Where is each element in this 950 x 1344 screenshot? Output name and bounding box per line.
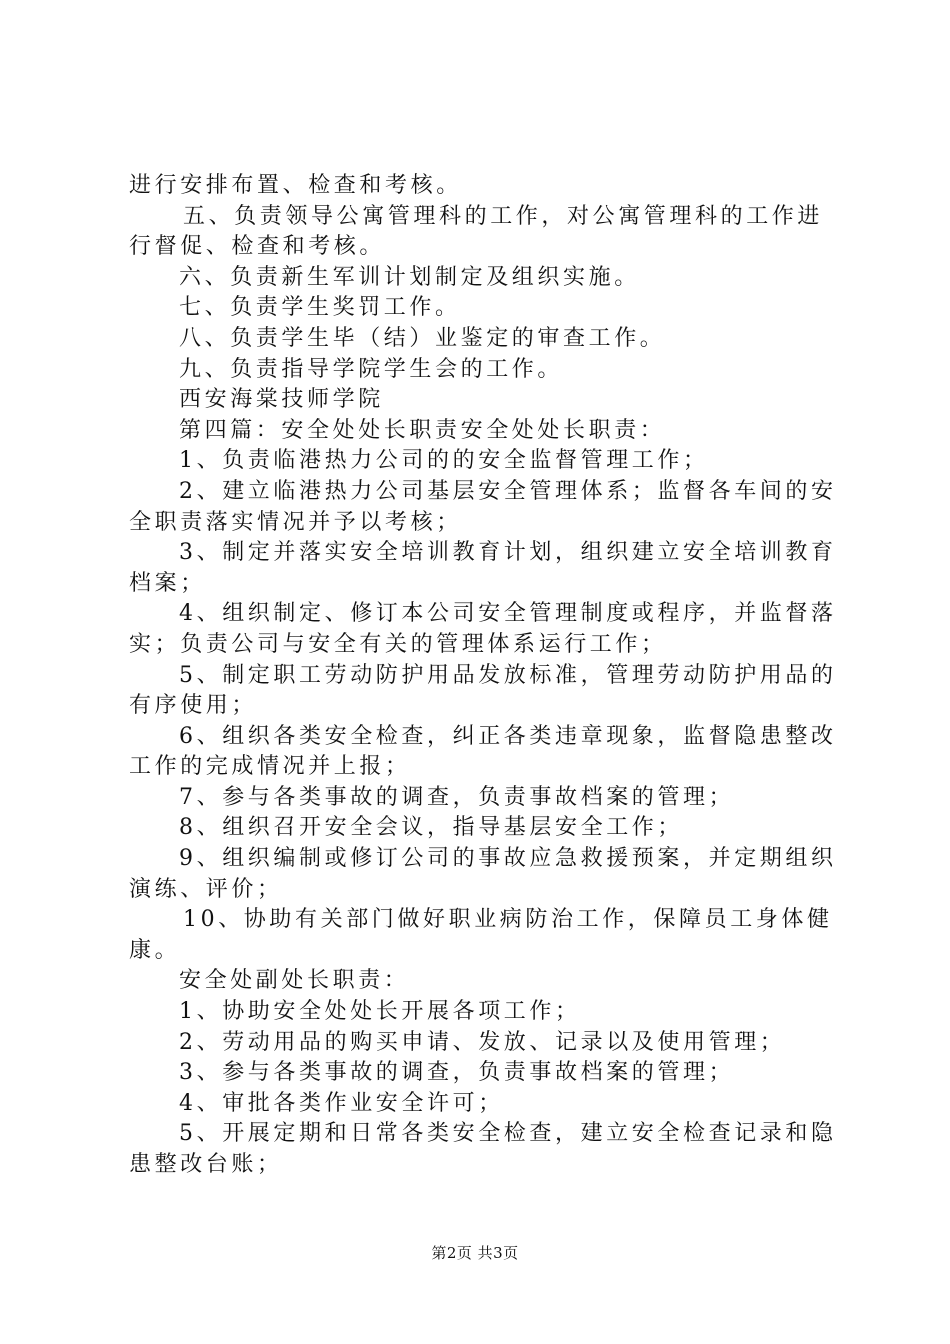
text-line: 实；负责公司与安全有关的管理体系运行工作； [129,631,667,657]
text-line: 康。 [129,937,181,963]
text-line: 六、负责新生军训计划制定及组织实施。 [179,264,640,290]
text-line: 五、负责领导公寓管理科的工作，对公寓管理科的工作进 [183,203,824,229]
school-name: 西安海棠技师学院 [179,387,384,413]
text-line: 7、参与各类事故的调查，负责事故档案的管理； [179,784,735,810]
text-line: 九、负责指导学院学生会的工作。 [179,356,564,382]
text-line: 8、组织召开安全会议，指导基层安全工作； [179,815,683,841]
text-line: 档案； [129,570,206,596]
text-line: 2、劳动用品的购买申请、发放、记录以及使用管理； [179,1029,786,1055]
text-line: 6、组织各类安全检查，纠正各类违章现象，监督隐患整改 [179,723,837,749]
text-line: 进行安排布置、检查和考核。 [129,173,462,198]
text-line: 有序使用； [129,693,258,719]
section-heading: 第四篇：安全处处长职责安全处处长职责： [179,417,666,443]
document-body [129,171,837,1181]
text-line: 2、建立临港热力公司基层安全管理体系；监督各车间的安 [179,478,837,504]
text-line: 3、制定并落实安全培训教育计划，组织建立安全培训教育 [179,540,837,566]
text-line: 1、负责临港热力公司的的安全监督管理工作； [179,448,709,474]
text-line: 患整改台账； [129,1152,283,1177]
text-line: 9、组织编制或修订公司的事故应急救援预案，并定期组织 [179,846,837,872]
page-number: 第2页 共3页 [431,1244,519,1262]
text-line: 3、参与各类事故的调查，负责事故档案的管理； [179,1060,735,1086]
text-line: 4、组织制定、修订本公司安全管理制度或程序，并监督落 [179,601,837,627]
text-line: 工作的完成情况并上报； [129,754,411,780]
text-line: 1、协助安全处处长开展各项工作； [179,999,581,1025]
text-line: 5、开展定期和日常各类安全检查，建立安全检查记录和隐 [179,1121,837,1147]
text-line: 10、协助有关部门做好职业病防治工作，保障员工身体健 [183,907,833,933]
text-line: 5、制定职工劳动防护用品发放标准，管理劳动防护用品的 [179,662,837,688]
text-line: 全职责落实情况并予以考核； [129,509,462,535]
text-line: 行督促、检查和考核。 [129,234,386,260]
text-line: 八、负责学生毕（结）业鉴定的审查工作。 [179,325,666,351]
text-line: 演练、评价； [129,876,283,902]
text-line: 4、审批各类作业安全许可； [179,1090,504,1116]
text-line: 七、负责学生奖罚工作。 [179,295,461,321]
section-heading: 安全处副处长职责： [179,968,410,994]
